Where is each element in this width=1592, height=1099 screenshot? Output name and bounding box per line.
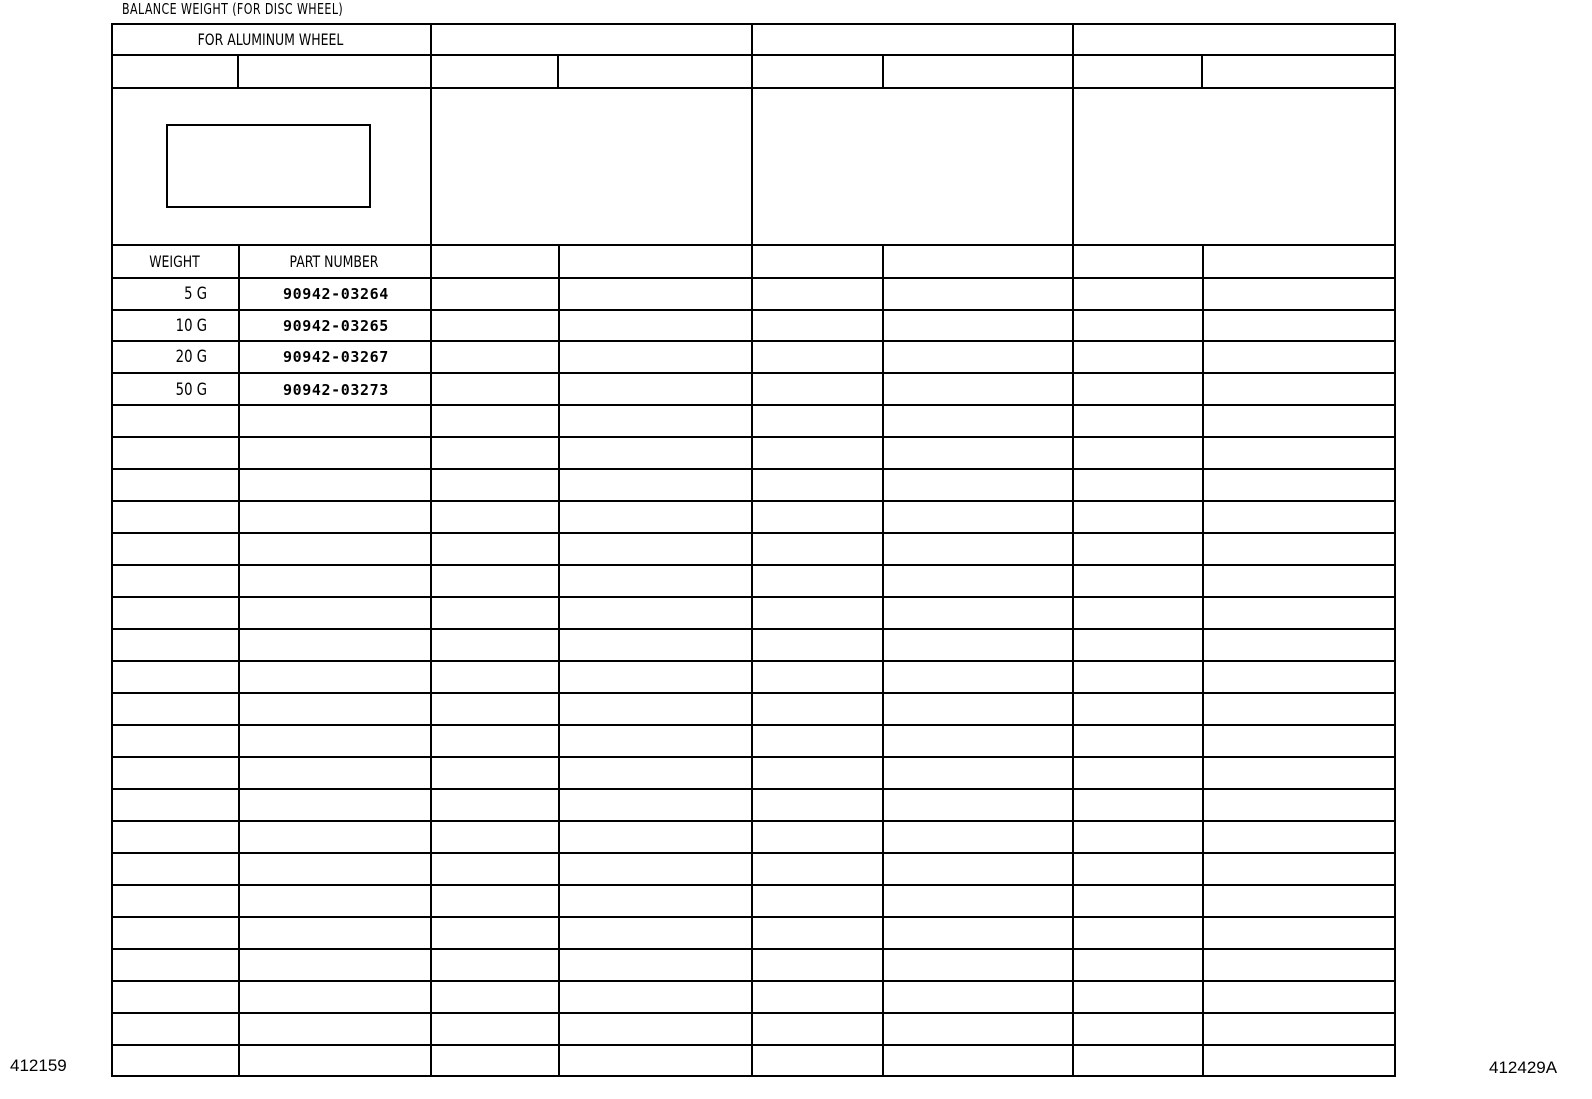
table-column-rule	[557, 54, 559, 87]
table-column-rule	[238, 244, 240, 1077]
table-column-rule	[1202, 244, 1204, 1077]
figure-id-right: 412429A	[1489, 1058, 1558, 1077]
table-column-rule	[558, 244, 560, 1077]
table-column-rule	[237, 54, 239, 87]
table-column-rule	[751, 23, 753, 1077]
table-column-rule	[882, 54, 884, 87]
table-rule	[111, 87, 1396, 89]
column-header-part-number: PART NUMBER	[289, 252, 379, 271]
table-column-rule	[882, 244, 884, 1077]
document-title: BALANCE WEIGHT (FOR DISC WHEEL)	[122, 0, 344, 18]
row-part-number: 90942-03264	[283, 285, 389, 303]
row-part-number: 90942-03265	[283, 317, 389, 335]
figure-id-left: 412159	[10, 1056, 67, 1075]
table-column-rule	[1072, 23, 1074, 1077]
group-header-aluminum-wheel: FOR ALUMINUM WHEEL	[197, 30, 344, 49]
row-part-number: 90942-03267	[283, 348, 389, 366]
table-column-rule	[430, 23, 432, 1077]
table-column-rule	[1201, 54, 1203, 87]
row-weight: 50 G	[175, 380, 207, 400]
table-rule	[111, 54, 1396, 56]
column-header-weight: WEIGHT	[149, 252, 200, 271]
row-weight: 5 G	[184, 284, 207, 304]
row-weight: 10 G	[175, 316, 207, 336]
row-weight: 20 G	[175, 347, 207, 367]
row-part-number: 90942-03273	[283, 381, 389, 399]
